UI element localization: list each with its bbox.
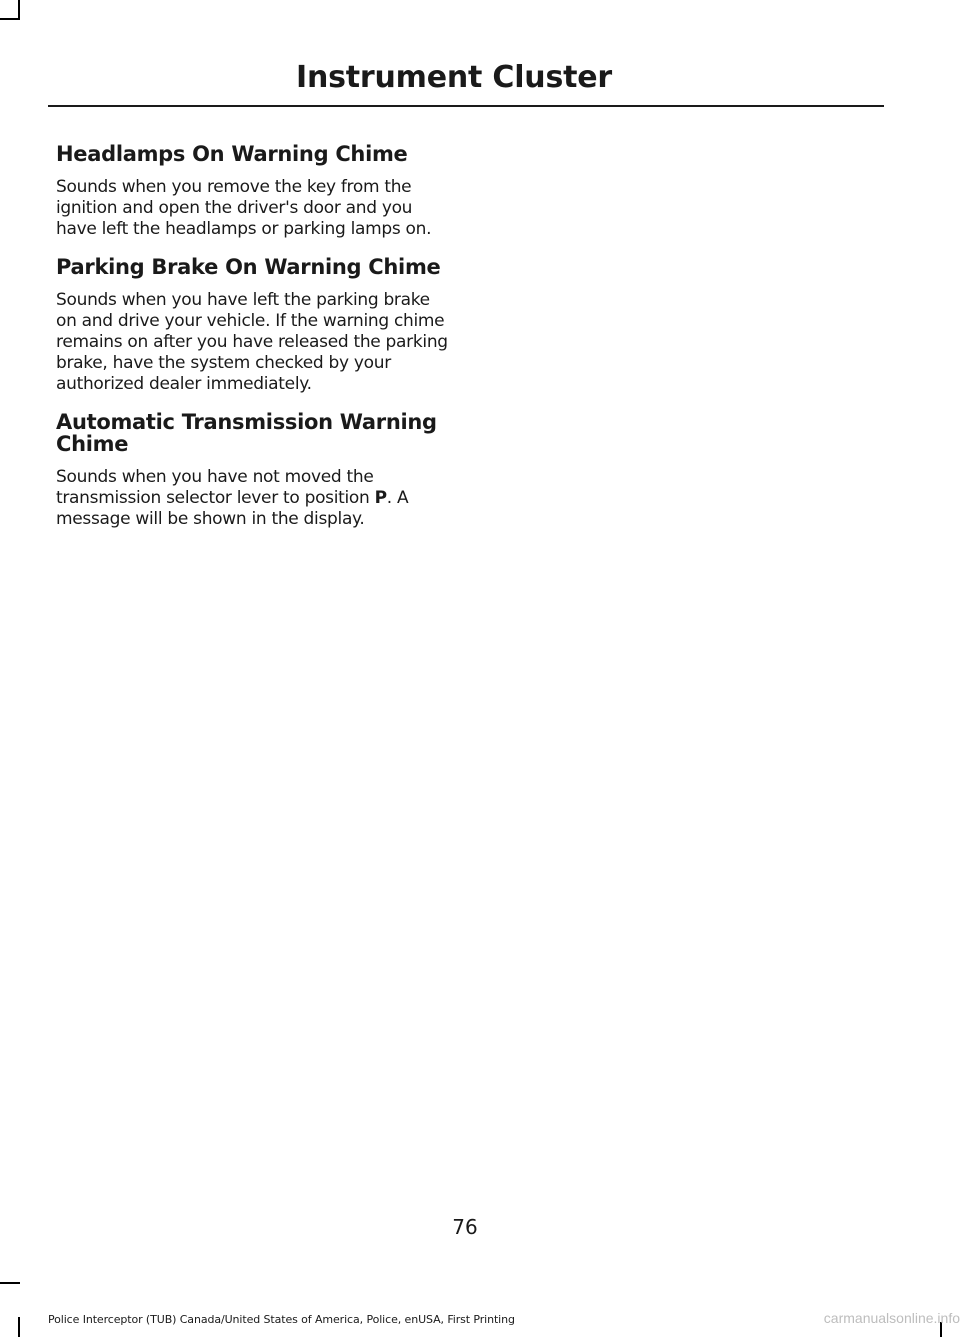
watermark: carmanualsonline.info xyxy=(823,1310,960,1326)
section-heading: Automatic Transmission Warning Chime xyxy=(56,410,437,456)
section-body xyxy=(56,467,448,530)
section-body: Sounds when you remove the key from the ignition and open the driver's door and you have left the headlamps or parking lamps on. xyxy=(56,177,432,239)
body-text: Sounds when you have not moved the transmission selector lever to position xyxy=(56,467,375,508)
main-content xyxy=(56,143,448,546)
section-parking-brake-chime xyxy=(56,256,448,395)
footer-text: Police Interceptor (TUB) Canada/United States of America, Police, enUSA, First Printing xyxy=(48,1313,515,1326)
position-letter: P xyxy=(374,488,387,508)
page-number: 76 xyxy=(452,1215,478,1239)
section-body: Sounds when you have left the parking brake on and drive your vehicle. If the warning chime remains on after you have released the parking brake, have the system checked by your authorized dealer immediately. xyxy=(56,290,448,394)
section-headlamps-chime xyxy=(56,143,448,240)
crop-mark-bottom-left xyxy=(18,1317,20,1337)
page-title: Instrument Cluster xyxy=(295,60,612,95)
crop-mark-top-left xyxy=(18,0,20,20)
section-heading: Parking Brake On Warning Chime xyxy=(56,255,441,279)
crop-mark-top-left xyxy=(0,18,20,20)
crop-mark-bottom-left xyxy=(0,1282,20,1284)
header-divider xyxy=(48,105,884,107)
section-transmission-chime xyxy=(56,411,448,530)
section-heading: Headlamps On Warning Chime xyxy=(56,142,408,166)
body-text: . A message will be shown in the display. xyxy=(56,488,409,529)
